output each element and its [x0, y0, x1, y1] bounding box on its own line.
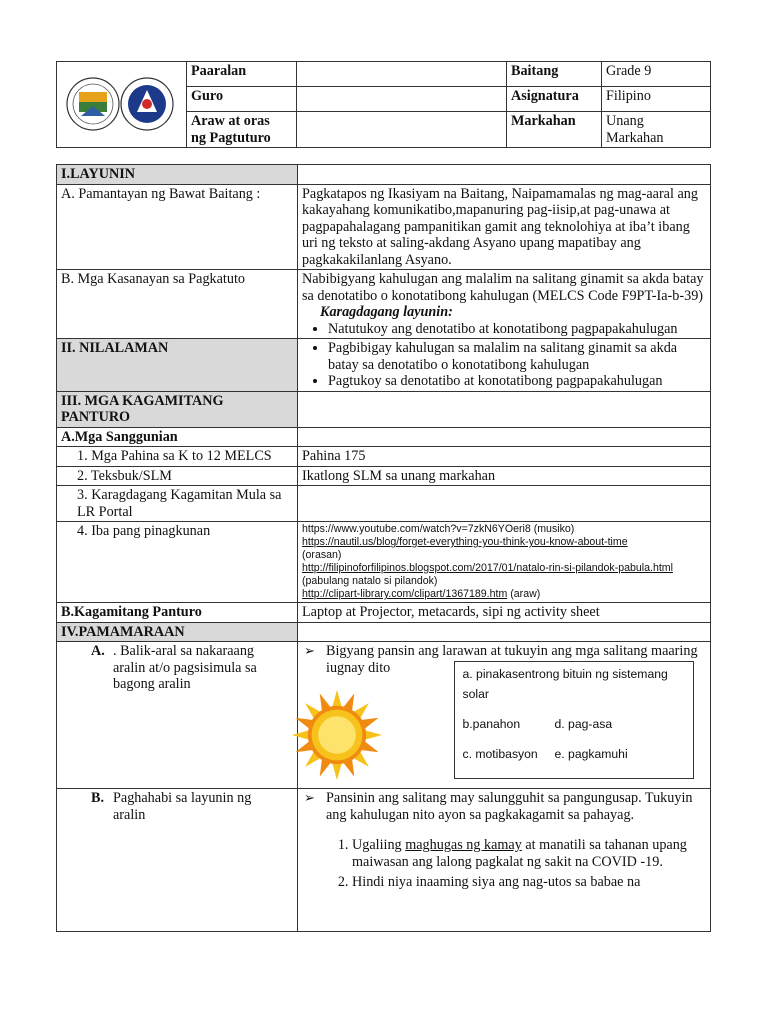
ref-4-label: 4. Iba pang pinagkunan: [57, 522, 298, 603]
lesson-plan-table: [56, 164, 711, 932]
link-clipart[interactable]: http://clipart-library.com/clipart/1367189.htm: [302, 588, 508, 600]
procedure-heading-blank: [298, 622, 711, 642]
subject-value: Filipino: [602, 87, 711, 112]
ref-3-value: [298, 486, 711, 522]
datetime-label: [187, 112, 297, 148]
competency-cell: [298, 270, 711, 339]
quarter-value-line2: Markahan: [606, 129, 664, 146]
teaching-materials-label: B.Kagamitang Panturo: [57, 603, 298, 623]
quarter-value-line1: Unang: [606, 113, 644, 129]
choice-b: b.panahon: [462, 716, 521, 731]
school-value: [297, 62, 507, 87]
quarter-value: [602, 112, 711, 148]
ref-3-label: 3. Karagdagang Kagamitan Mula sa LR Portal: [57, 486, 298, 522]
choices-box: [454, 661, 694, 779]
sentence-1-pre: Ugaliing: [352, 837, 406, 853]
list-item: • Pagtukoy sa denotatibo at konotatibong pagpapakahulugan: [328, 373, 706, 390]
link-clipart-note: (araw): [510, 588, 541, 600]
references-heading: A.Mga Sanggunian: [57, 427, 298, 447]
ref-1-label: 1. Mga Pahina sa K to 12 MELCS: [57, 447, 298, 467]
quarter-label: Markahan: [507, 112, 602, 148]
link-nautilus[interactable]: https://nautil.us/blog/forget-everything-you-think-you-know-about-time: [302, 536, 628, 548]
sentence-list: [302, 837, 706, 891]
ref-2-value: Ikatlong SLM sa unang markahan: [298, 466, 711, 486]
header-table: [56, 61, 711, 148]
choice-e: e. pagkamuhi: [554, 746, 628, 761]
datetime-label-line2: ng Pagtuturo: [191, 129, 271, 146]
deped-seal-logo: [121, 78, 173, 130]
objectives-heading: I.LAYUNIN: [57, 165, 298, 185]
competency-label: B. Mga Kasanayan sa Pagkatuto: [57, 270, 298, 339]
content-list: [302, 340, 706, 390]
ref-1-value: Pahina 175: [298, 447, 711, 467]
content-cell: [298, 339, 711, 392]
motive-cell: [298, 789, 711, 932]
teaching-materials-value: Laptop at Projector, metacards, sipi ng activity sheet: [298, 603, 711, 623]
choice-d: d. pag-asa: [554, 716, 613, 731]
grade-value: Grade 9: [602, 62, 711, 87]
list-item: • Pagbibigay kahulugan sa malalim na salitang ginamit sa akda batay sa denotatibo o konotatibong kahulugan: [328, 340, 706, 373]
sentence-1-post: at manatili sa tahanan upang maiwasan ang lalong pagkalat ng sakit na COVID -19.: [352, 837, 687, 870]
school-label: Paaralan: [187, 62, 297, 87]
review-label-cell: [57, 642, 298, 789]
link-filipino-blog-note: (pabulang natalo si pilandok): [302, 575, 438, 587]
motive-label: Paghahabi sa layunin ng aralin: [113, 790, 252, 823]
teacher-label: Guro: [187, 87, 297, 112]
list-item: ➢ Pansinin ang salitang may salungguhit sa pangungusap. Tukuyin ang kahulugan nito ayon sa pagkakagamit sa pahayag.: [326, 790, 706, 823]
extra-objectives-list: [302, 321, 706, 338]
datetime-label-line1: Araw at oras: [191, 113, 270, 129]
extra-objectives-heading: Karagdagang layunin:: [320, 304, 453, 320]
sentence-1-underlined: maghugas ng kamay: [405, 837, 522, 853]
choice-row-2: [463, 744, 685, 764]
procedure-heading: IV.PAMAMARAAN: [57, 622, 298, 642]
content-heading: II. NILALAMAN: [57, 339, 298, 392]
review-letter: A.: [91, 643, 105, 659]
city-seal-logo: [67, 78, 119, 130]
motive-instructions: [302, 790, 706, 823]
teacher-value: [297, 87, 507, 112]
materials-heading: III. MGA KAGAMITANG PANTURO: [57, 391, 298, 427]
link-nautilus-note: (orasan): [302, 549, 342, 561]
logos: [57, 62, 185, 142]
list-item: ➢ Bigyang pansin ang larawan at tukuyin ang mga salitang maaring iugnay dito: [326, 643, 706, 676]
logo-cell: [57, 62, 187, 148]
review-label: . Balik-aral sa nakaraang aralin at/o pagsisimula sa bagong aralin: [113, 643, 257, 692]
competency-text: Nabibigyang kahulugan ang malalim na salitang ginamit sa akda batay sa denotatibo o konotatibong kahulugan (MELCS Code F9PT-Ia-b-39): [302, 271, 704, 304]
choice-a: a. pinakasentrong bituin ng sistemang solar: [462, 666, 668, 701]
standard-text: Pagkatapos ng Ikasiyam na Baitang, Naipamamalas ng mag-aaral ang kakayahang komunikatibo,mapanuring pag-iisip,at pag-unawa at pagpapahalagang pampanitikan gamit ang teknolohiya at iba’t ibang uri ng teksto at saling-akdang Asyano upang mapatibay ang pagkakakilanlang Asyano.: [298, 184, 711, 270]
materials-heading-blank: [298, 391, 711, 427]
choice-row-1: [463, 714, 685, 734]
objectives-heading-blank: [298, 165, 711, 185]
ref-4-links: [298, 522, 711, 603]
list-item: 2. Hindi niya inaaming siya ang nag-utos sa babae na: [352, 874, 706, 891]
subject-label: Asignatura: [507, 87, 602, 112]
list-item: [352, 837, 706, 870]
link-youtube[interactable]: https://www.youtube.com/watch?v=7zkN6YOeri8 (musiko): [302, 523, 575, 535]
sun-image: [290, 688, 384, 782]
motive-letter: B.: [91, 790, 105, 806]
motive-label-cell: [57, 789, 298, 932]
standard-label: A. Pamantayan ng Bawat Baitang :: [57, 184, 298, 270]
ref-2-label: 2. Teksbuk/SLM: [57, 466, 298, 486]
list-item: • Natutukoy ang denotatibo at konotatibong pagpapakahulugan: [328, 321, 706, 338]
references-heading-blank: [298, 427, 711, 447]
link-filipino-blog[interactable]: http://filipinoforfilipinos.blogspot.com/2017/01/natalo-rin-si-pilandok-pabula.html: [302, 562, 673, 574]
choice-c: c. motibasyon: [462, 746, 538, 761]
grade-label: Baitang: [507, 62, 602, 87]
datetime-value: [297, 112, 507, 148]
